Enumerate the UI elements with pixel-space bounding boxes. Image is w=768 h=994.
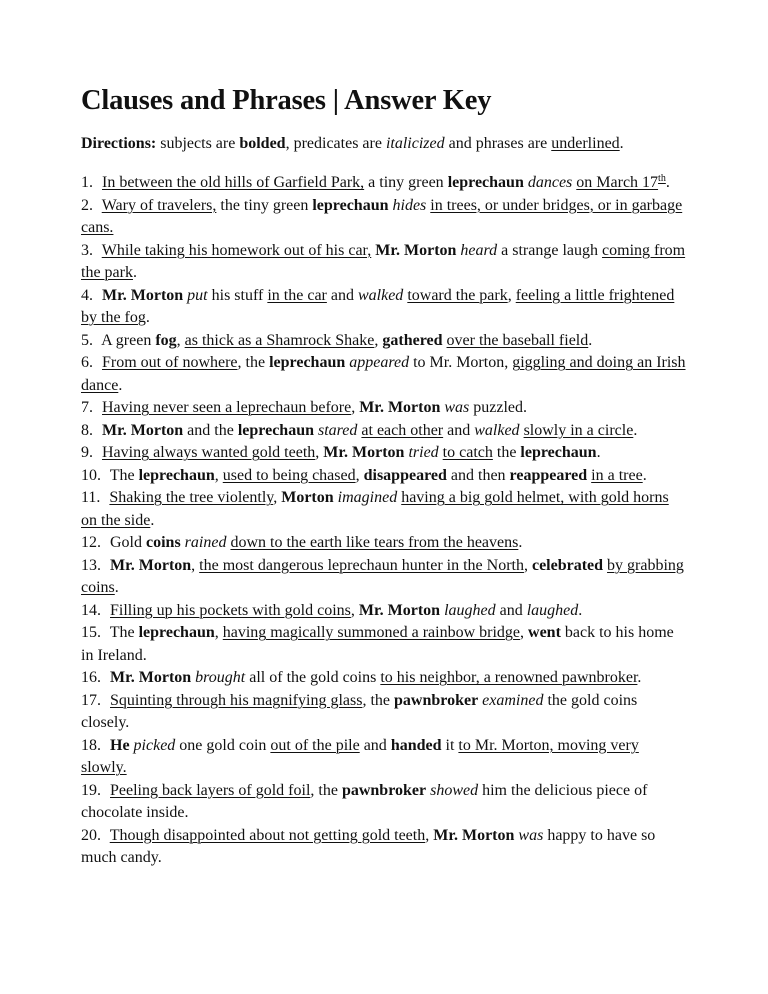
subject-text: leprechaun [138,624,215,641]
phrase-text: by grabbing coins [81,556,684,596]
phrase-text: on March 17 [576,174,659,191]
subject-text: Mr. Morton [375,241,457,259]
text-segment: The [109,466,139,484]
phrase-text: Having never seen a leprechaun before [102,399,352,416]
phrase-text: In between the old hills of Garfield Park, [102,174,365,191]
text-segment: , [523,556,532,574]
text-segment: puzzled. [469,399,528,416]
sentence-item [81,352,687,397]
subject-text: leprechaun [237,421,314,439]
page-title: Clauses and Phrases | Answer Key [81,85,492,116]
phrase-text: in a tree [591,466,643,484]
subject-text: handed [390,736,442,754]
phrase-text: Having always wanted gold teeth [102,444,316,461]
phrase-text: having magically summoned a rainbow bridge [222,624,521,641]
sentence-item [81,780,687,825]
text-segment: and phrases are [444,135,552,152]
answer-key-document [81,84,687,870]
phrase-text: Peeling back layers of gold foil [110,781,311,799]
text-segment: . [118,376,123,394]
phrase-text: While taking his homework out of his car, [101,241,372,259]
subject-text: fog [155,331,177,349]
sentence-item [81,532,687,555]
subject-text: leprechaun [269,354,346,371]
sentence-number: 20. [81,826,101,844]
text-segment: , [315,444,324,461]
sentence-item [81,442,687,465]
sentence-number: 19. [81,781,101,799]
sentence-item [81,330,687,353]
sentence-item [81,735,687,780]
sentence-number: 6. [81,354,93,371]
predicate-text: put [187,286,208,304]
phrase-text: Squinting through his magnifying glass [110,691,363,709]
predicate-text: hides [392,196,427,214]
text-segment: , the [310,781,342,799]
text-segment: to Mr. Morton, [409,354,513,371]
text-segment: . [665,174,670,191]
subject-text: Morton [281,489,334,506]
text-segment: . [150,511,155,529]
sentence-item [81,667,687,690]
predicate-text: appeared [349,354,410,371]
subject-text: reappeared [509,466,588,484]
text-segment: and [495,601,527,619]
phrase-text: toward the park [407,286,508,304]
sentence-number: 7. [81,399,93,416]
text-segment: back to his home in Ireland. [81,624,674,664]
phrase-text: out of the pile [270,736,360,754]
text-segment: . [114,579,119,596]
phrase-text: in the car [267,286,327,304]
text-segment: the tiny green [216,196,313,214]
sentence-number: 1. [81,174,93,191]
subject-text: gathered [382,331,443,349]
subject-text: pawnbroker [341,781,427,799]
phrase-text: in trees, or under bridges, or in garbage cans. [81,196,683,236]
phrase-text: the most dangerous leprechaun hunter in the North [199,556,524,574]
text-segment: , [350,601,359,619]
sentence-item [81,690,687,735]
text-segment: happy to have so much candy. [81,826,656,866]
phrase-text: to his neighbor, a renowned pawnbroker [380,669,638,686]
phrase-text: Filling up his pockets with gold coins [110,601,351,619]
text-segment: , [425,826,434,844]
subject-text: Mr. Morton [359,399,441,416]
text-segment: . [633,421,638,439]
subject-text: Mr. Morton [102,421,184,439]
text-segment: . [518,534,523,551]
predicate-text: rained [184,534,227,551]
phrase-text: underlined [551,135,620,152]
sentence-number: 13. [81,556,101,574]
subject-text: pawnbroker [394,691,479,709]
phrase-text: used to being chased [222,466,356,484]
subject-text: Mr. Morton [433,826,515,844]
phrase-text: From out of nowhere [102,354,238,371]
predicate-text: tried [408,444,439,461]
predicate-text: walked [474,421,520,439]
text-segment: A green [101,331,156,349]
phrase-text: Shaking the tree violently [109,489,274,506]
text-segment: it [441,736,459,754]
text-segment: . [145,309,150,326]
phrase-text: to Mr. Morton, moving very slowly. [81,736,639,776]
sentence-item [81,172,687,195]
phrase-text: down to the earth like tears from the heavens [230,534,519,551]
text-segment: . [132,264,137,281]
predicate-text: italicized [385,135,445,152]
subject-text: went [528,624,561,641]
sentence-item [81,622,687,667]
text-segment: , [520,624,529,641]
predicate-text: was [518,826,544,844]
sentence-item [81,240,687,285]
sentence-number: 5. [81,331,93,349]
text-segment: and [326,286,358,304]
text-segment: and the [183,421,238,439]
sentence-number: 17. [81,691,101,709]
sentence-list [81,172,687,870]
text-segment: a strange laugh [497,241,603,259]
phrase-text: giggling and doing an Irish dance [81,354,686,394]
sentence-number: 15. [81,624,101,641]
predicate-text: was [444,399,470,416]
sentence-number: 8. [81,421,93,439]
phrase-text: to catch [442,444,493,461]
text-segment: , [507,286,516,304]
sentence-item [81,465,687,488]
predicate-text: laughed [526,601,579,619]
text-segment: him the delicious piece of chocolate inside. [81,781,648,821]
phrase-text: at each other [361,421,444,439]
sentence-number: 3. [81,241,93,259]
phrase-text: Though disappointed about not getting gold teeth [109,826,426,844]
phrase-text: slowly in a circle [523,421,634,439]
subject-text: Mr. Morton [358,601,441,619]
sentence-item [81,555,687,600]
predicate-text: imagined [337,489,398,506]
phrase-text: over the baseball field [446,331,589,349]
sentence-number: 11. [81,489,101,506]
text-segment: all of the gold coins [245,669,381,686]
text-segment: . [578,601,583,619]
subject-text: leprechaun [312,196,389,214]
text-segment: a tiny green [364,174,448,191]
phrase-text: Wary of travelers, [101,196,217,214]
predicate-text: heard [460,241,498,259]
subject-text: leprechaun [138,466,215,484]
text-segment: and then [446,466,510,484]
text-segment: , [191,556,200,574]
subject-text: Mr. Morton [110,669,192,686]
text-segment: , the [237,354,270,371]
text-segment: and [443,421,475,439]
predicate-text: laughed [444,601,496,619]
predicate-text: stared [317,421,358,439]
sentence-item [81,600,687,623]
text-segment: . [596,444,601,461]
subject-text: He [110,736,130,754]
text-segment: , [374,331,383,349]
phrase-text: feeling a little frightened by the fog [81,286,675,326]
text-segment: , [355,466,364,484]
text-segment: the [492,444,521,461]
text-segment: the gold coins closely. [81,691,638,731]
text-segment: , [214,624,223,641]
text-segment: , predicates are [285,135,386,152]
sentence-item [81,285,687,330]
text-segment: , [273,489,282,506]
subject-text: coins [146,534,181,551]
text-segment: The [109,624,139,641]
sentence-number: 18. [81,736,101,754]
phrase-text: coming from the park [81,241,686,281]
text-segment: , the [362,691,394,709]
subject-text: disappeared [363,466,447,484]
predicate-text: brought [195,669,246,686]
text-segment: Gold [110,534,146,551]
text-segment: and [359,736,391,754]
subject-text: Mr. Morton [110,556,192,574]
predicate-text: dances [527,174,573,191]
subject-text: celebrated [531,556,604,574]
directions-text [81,133,687,155]
sentence-number: 2. [81,196,93,214]
sentence-item [81,825,687,870]
text-segment: . [588,331,593,349]
text-segment: his stuff [207,286,268,304]
sentence-number: 4. [81,286,93,304]
text-segment: . [642,466,647,484]
sentence-item [81,487,687,532]
subject-text: bolded [239,135,286,152]
subject-text: leprechaun [520,444,597,461]
sentence-item [81,420,687,443]
predicate-text: examined [482,691,544,709]
text-segment: . [619,135,624,152]
text-segment: . [637,669,642,686]
sentence-item [81,397,687,420]
subject-text: Mr. Morton [102,286,184,304]
sentence-number: 9. [81,444,93,461]
text-segment: , [214,466,223,484]
predicate-text: picked [133,736,176,754]
phrase-text: having a big gold helmet, with gold horns on the side [81,489,669,529]
text-segment: subjects are [156,135,240,152]
sentence-number: 10. [81,466,101,484]
phrase-text: as thick as a Shamrock Shake [184,331,375,349]
phrase-text: th [658,173,666,184]
text-segment: , [351,399,360,416]
sentence-number: 12. [81,534,101,551]
subject-text: leprechaun [447,174,524,191]
text-segment: , [176,331,185,349]
subject-text: Directions: [81,135,157,152]
sentence-number: 14. [81,601,101,619]
subject-text: Mr. Morton [323,444,405,461]
text-segment: one gold coin [175,736,271,754]
predicate-text: showed [430,781,479,799]
sentence-item [81,195,687,240]
predicate-text: walked [357,286,404,304]
sentence-number: 16. [81,669,101,686]
